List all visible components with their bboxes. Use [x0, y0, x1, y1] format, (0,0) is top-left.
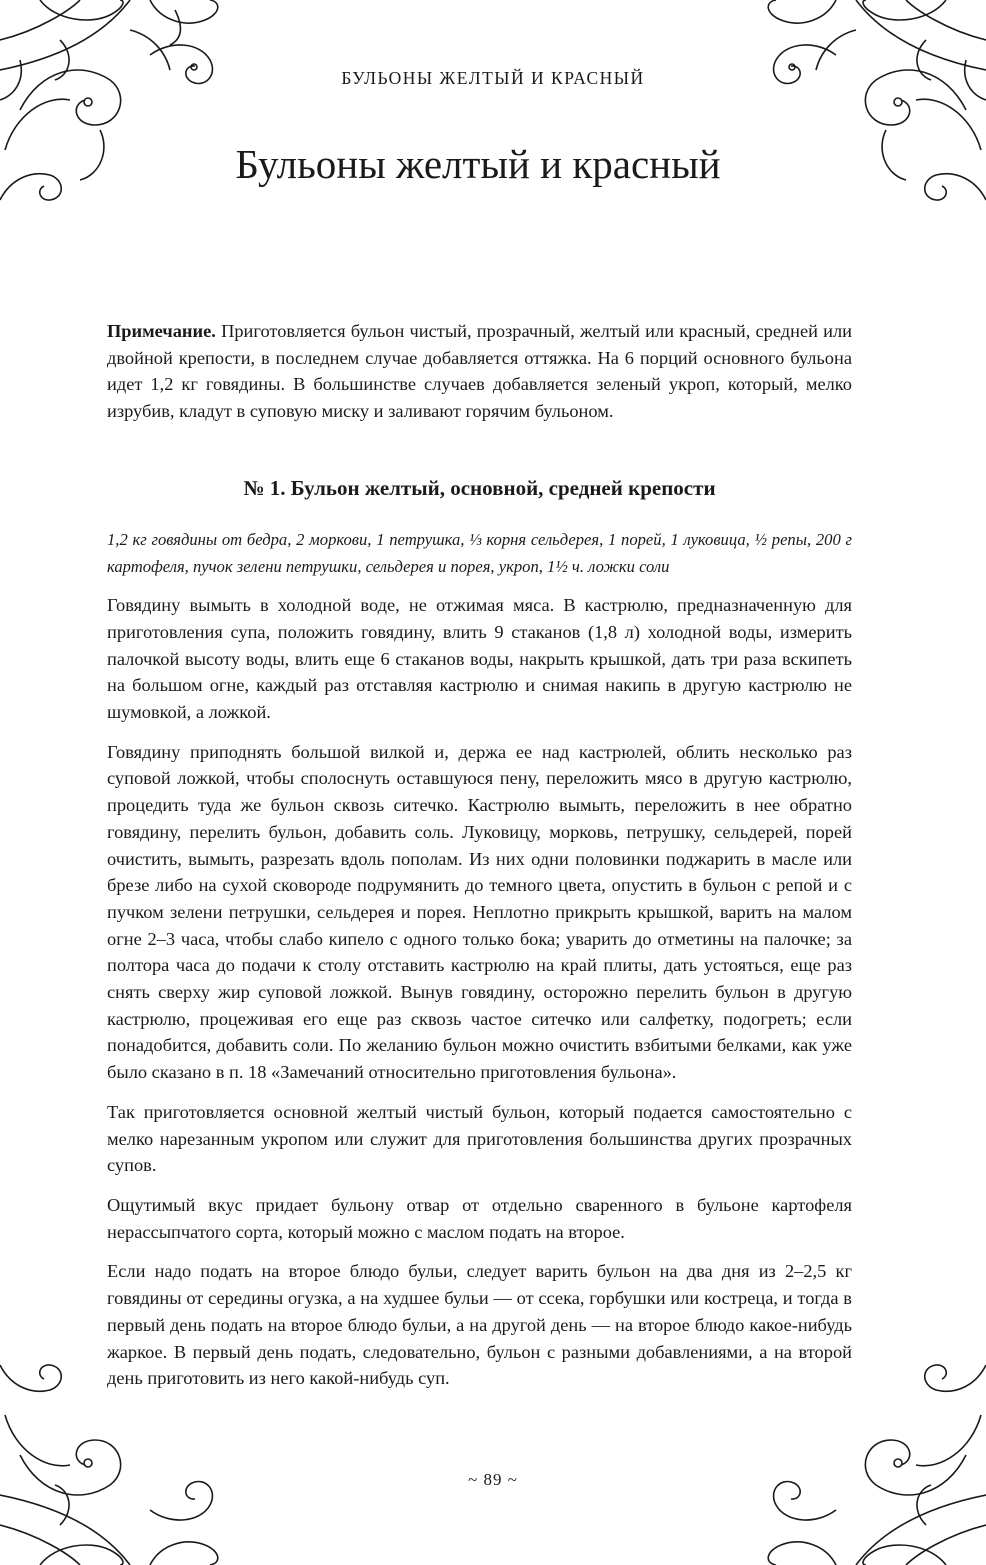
recipe-paragraph: Так приготовляется основной желтый чистый бульон, который подается самостоятельно с мелко нарезанным укропом или служит для приготовления большинства других прозрачных супов. — [107, 1101, 852, 1176]
note-paragraph — [107, 318, 852, 425]
floral-corner-ornament-icon — [0, 0, 240, 240]
floral-corner-ornament-icon — [746, 0, 986, 240]
note-label: Примечание. — [107, 321, 216, 341]
recipe-heading: № 1. Бульон желтый, основной, средней крепости — [243, 475, 716, 500]
recipe-paragraph: Говядину приподнять большой вилкой и, держа ее над кастрюлей, облить несколько раз суповой ложкой, чтобы сполоснуть оставшуюся пену, переложить мясо в другую кастрюлю, процедить туда же бульон сквозь ситечко. Кастрюлю вымыть, переложить в нее обратно говядину, перелить бульон, добавить соль. Луковицу, морковь, петрушку, сельдерей, порей очистить, вымыть, разрезать вдоль пополам. Из них одни половинки поджарить в масле или брезе либо на сухой сковороде подрумянить до темного цвета, опустить в бульон с репой и с пучком зелени петрушки, сельдерея и порея. Неплотно прикрыть крышкой, варить на малом огне 2–3 часа, чтобы слабо кипело с одного только бока; уварить до отметины на палочке; за полтора часа до подачи к столу отставить кастрюлю на край плиты, дать устояться, еще раз снять сверху жир суповой ложкой. Вынув говядину, осторожно перелить бульон в другую кастрюлю, процеживая его еще раз сквозь частое ситечко или салфетку, подогреть; если понадобится, добавить соли. По желанию бульон можно очистить взбитыми белками, как уже было сказано в п. 18 «Замечаний относительно приготовления бульона». — [107, 741, 852, 1083]
note-text: Приготовляется бульон чистый, прозрачный, желтый или красный, средней или двойной крепости, в последнем случае добавляется оттяжка. На 6 порций основного бульона идет 1,2 кг говядины. В большинстве случаев добавляется зеленый укроп, который, мелко изрубив, кладут в суповую миску и заливают горячим бульоном. — [107, 321, 852, 422]
recipe-paragraph: Ощутимый вкус придает бульону отвар от отдельно сваренного в бульоне картофеля нерассыпчатого сорта, который можно с маслом подать на второе. — [107, 1194, 852, 1242]
recipe-paragraph: Говядину вымыть в холодной воде, не отжимая мяса. В кастрюлю, предназначенную для приготовления супа, положить говядину, влить 9 стаканов (1,8 л) холодной воды, измерить палочкой высоту воды, влить еще 6 стаканов воды, накрыть крышкой, дать три раза вскипеть на большом огне, каждый раз отставляя кастрюлю и снимая накипь в другую кастрюлю не шумовкой, а ложкой. — [107, 595, 852, 723]
running-head: БУЛЬОНЫ ЖЕЛТЫЙ И КРАСНЫЙ — [341, 68, 645, 88]
page-body — [107, 318, 852, 1405]
ingredients-list: 1,2 кг говядины от бедра, 2 моркови, 1 петрушка, ⅓ корня сельдерея, 1 порей, 1 луковица, ½ репы, 200 г картофеля, пучок зелени петрушки, сельдерея и порея, укроп, 1½ ч. ложки соли — [107, 529, 852, 576]
recipe-paragraph: Если надо подать на второе блюдо бульи, следует варить бульон на два дня из 2–2,5 кг говядины от середины огузка, а на худшее бульи — от ссека, горбушки или костреца, и тогда в первый день подать на второе блюдо бульи, а на другой день — на второе блюдо какое-нибудь жаркое. В первый день подать, следовательно, бульон с разными добавлениями, а на второй день приготовить из него какой-нибудь суп. — [107, 1261, 852, 1389]
chapter-title: Бульоны желтый и красный — [235, 141, 721, 187]
page-number: ~ 89 ~ — [468, 1470, 518, 1489]
